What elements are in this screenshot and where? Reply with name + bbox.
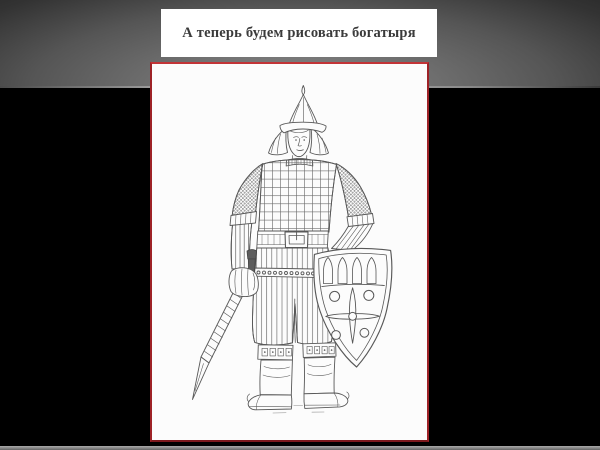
bottom-gradient-band	[0, 446, 600, 450]
boots	[247, 343, 349, 413]
belt	[257, 231, 329, 248]
slide-title: А теперь будем рисовать богатыря	[182, 24, 416, 41]
slide-title-box	[161, 9, 437, 57]
bogatyr-illustration	[152, 64, 427, 440]
helmet	[280, 86, 326, 133]
illustration-frame	[150, 62, 429, 442]
bogatyr-head	[269, 86, 329, 167]
sword	[193, 250, 259, 400]
